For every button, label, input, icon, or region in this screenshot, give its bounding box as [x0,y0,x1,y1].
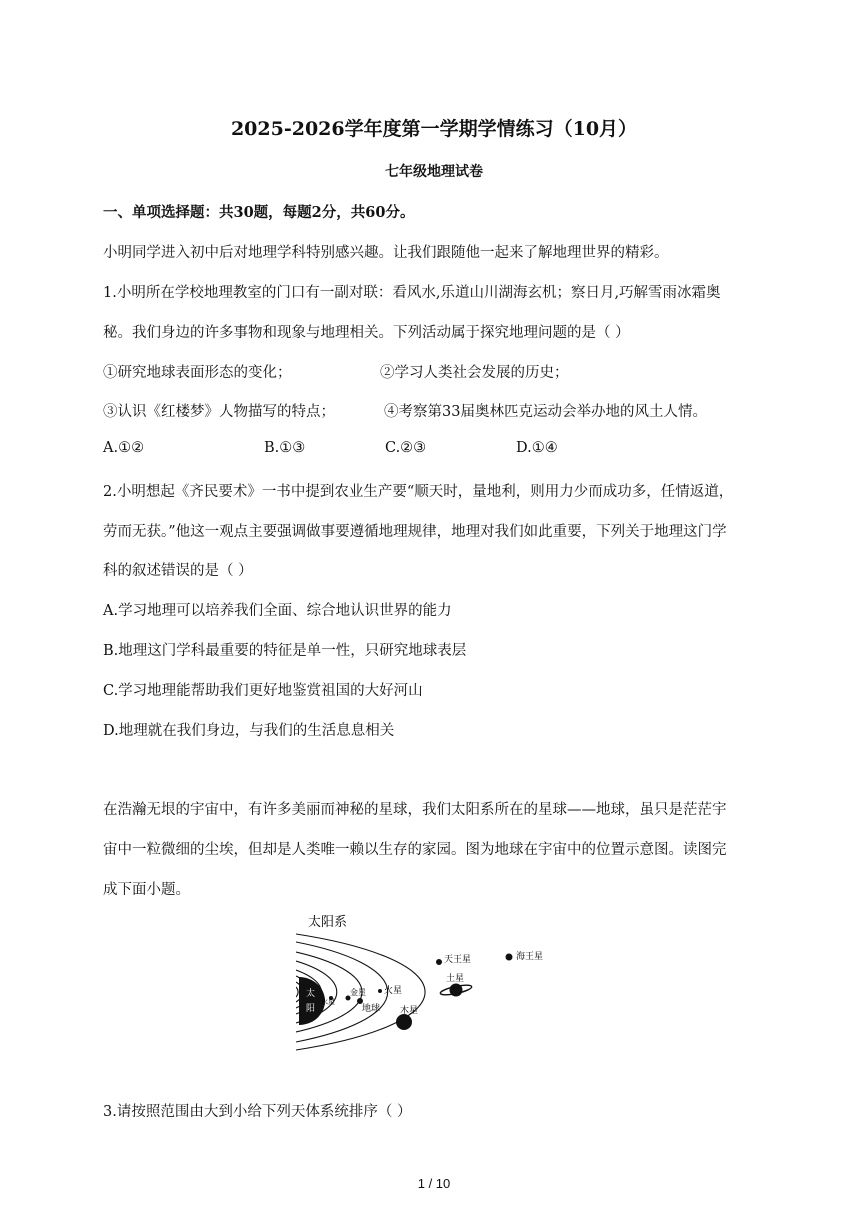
q2-option-d: D.地理就在我们身边，与我们的生活息息相关 [103,723,395,739]
orbit-mercury [296,987,298,997]
q1-item-3: ③认识《红楼梦》人物描写的特点； [103,404,335,420]
mercury-label: 水星 [321,998,335,1006]
uranus-label: 天王星 [444,955,472,965]
earth-label: 地球 [362,1004,381,1014]
q1-option-c: C.②③ [385,440,427,456]
q1-item-1: ①研究地球表面形态的变化； [103,365,292,381]
sun-label-bottom: 阳 [306,1004,316,1014]
q3-stem-line1: 3.请按照范围由大到小给下列天体系统排序（ ） [103,1104,412,1120]
q2-stem-line2: 劳而无获。”他这一观点主要强调做事要遵循地理规律，地理对我们如此重要，下列关于地理这门学 [103,524,727,540]
section-intro: 小明同学进入初中后对地理学科特别感兴趣。让我们跟随他一起来了解地理世界的精彩。 [103,245,669,261]
neptune-label: 海王星 [516,952,544,962]
q2-option-c: C.学习地理能帮助我们更好地鉴赏祖国的大好河山 [103,683,423,699]
section-heading: 一、单项选择题：共30题，每题2分，共60分。 [103,204,415,221]
q1-stem-line1: 1.小明所在学校地理教室的门口有一副对联：看风水,乐道山川湖海玄机；察日月,巧解雪雨冰霜奥 [103,285,721,301]
page-subtitle: 七年级地理试卷 [385,164,483,180]
uranus-dot [436,959,442,965]
q2-stem-line1: 2.小明想起《齐民要术》一书中提到农业生产要“顺天时，量地利，则用力少而成功多，任情返道， [103,484,734,500]
q2-option-a: A.学习地理可以培养我们全面、综合地认识世界的能力 [103,603,452,619]
passage-line1: 在浩瀚无垠的宇宙中，有许多美丽而神秘的星球，我们太阳系所在的星球——地球，虽只是茫茫宇 [103,802,727,818]
page-title: 2025-2026学年度第一学期学情练习（10月） [230,118,638,140]
q1-option-a: A.①② [103,440,145,456]
sun-label-top: 太 [306,989,316,999]
q1-option-d: D.①④ [516,440,558,456]
solar-system-diagram [296,912,576,1057]
jupiter-label: 木星 [400,1006,419,1016]
q2-stem-line3: 科的叙述错误的是（ ） [103,563,253,579]
q1-stem-line2: 秘。我们身边的许多事物和现象与地理相关。下列活动属于探究地理问题的是（ ） [103,325,630,341]
mars-dot [378,989,382,993]
q2-option-b: B.地理这门学科最重要的特征是单一性，只研究地球表层 [103,643,467,659]
jupiter-dot [396,1014,412,1030]
page-number: 1 / 10 [417,1176,451,1191]
q1-item-2: ②学习人类社会发展的历史； [380,365,569,381]
passage-line2: 宙中一粒微细的尘埃，但却是人类唯一赖以生存的家园。图为地球在宇宙中的位置示意图。读图完 [103,842,727,858]
saturn-label: 土星 [446,974,465,984]
q1-item-4: ④考察第33届奥林匹克运动会举办地的风土人情。 [384,404,707,420]
q1-option-b: B.①③ [264,440,306,456]
neptune-dot [506,954,513,961]
figure-label: 太阳系 [308,915,348,930]
solar-system-figure [296,912,576,1057]
venus-label: 金星 [350,988,366,997]
passage-line3: 成下面小题。 [103,882,190,898]
mars-label: 火星 [384,986,403,996]
